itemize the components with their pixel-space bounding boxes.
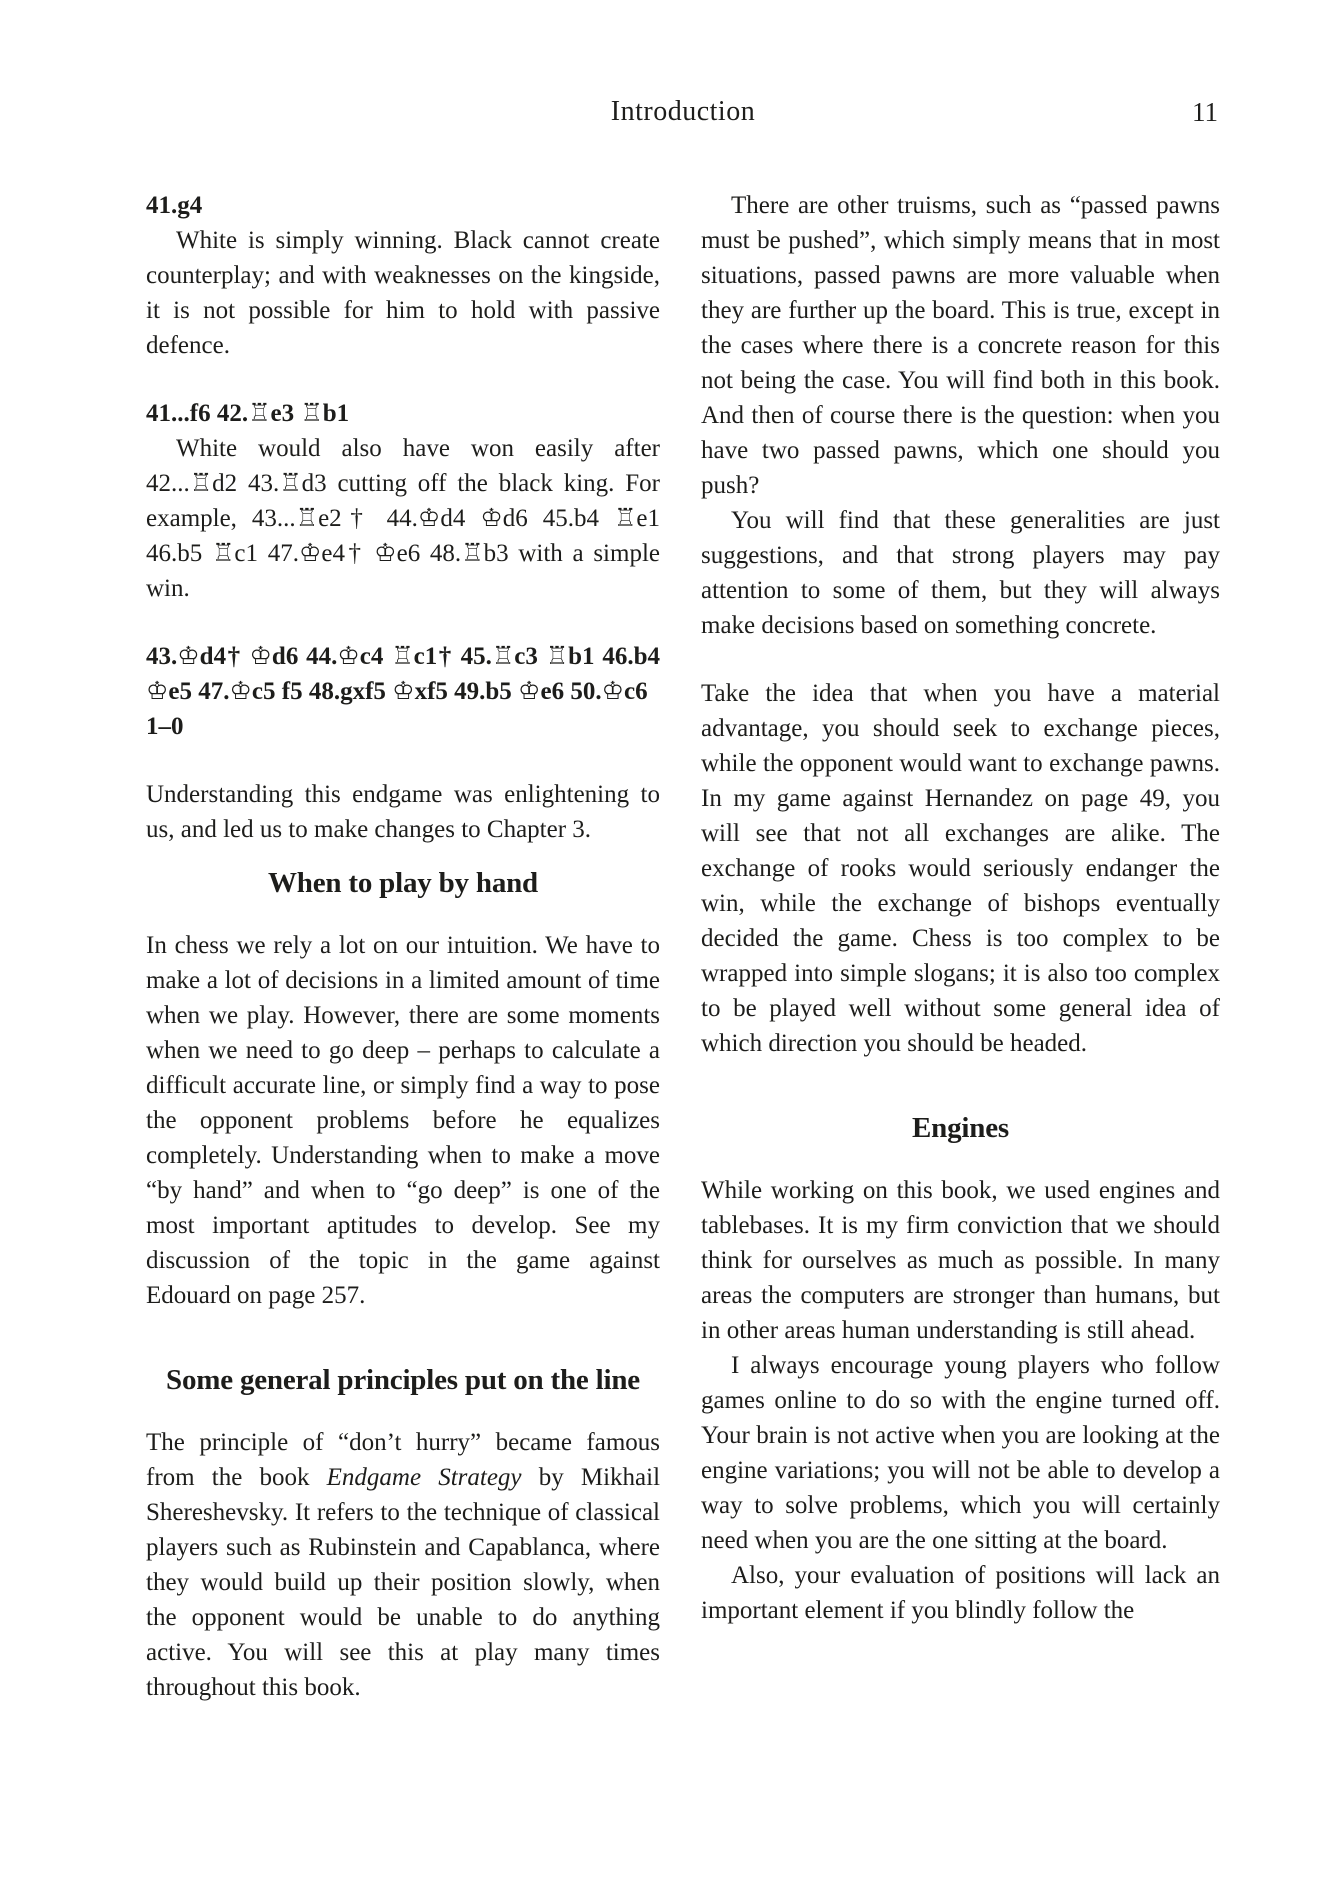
right-column bbox=[701, 188, 1220, 1705]
paragraph bbox=[701, 188, 1220, 503]
paragraph-text: Understanding this endgame was enlightening to us, and led us to make changes to Chapter 3. bbox=[146, 781, 660, 843]
paragraph-text: While working on this book, we used engines and tablebases. It is my firm conviction that we should think for ourselves as much as possible. In many areas the computers are stronger than humans, but in other areas human understanding is still ahead. bbox=[701, 1177, 1220, 1344]
paragraph-text: You will find that these generalities are just suggestions, and that strong players may pay attention to some of them, but they will always make decisions based on something concrete. bbox=[701, 507, 1220, 639]
page-number: 11 bbox=[1192, 97, 1218, 127]
paragraph-text: Also, your evaluation of positions will lack an important element if you blindly follow the bbox=[701, 1562, 1220, 1624]
section-heading: When to play by hand bbox=[268, 867, 538, 899]
left-column bbox=[146, 188, 660, 1705]
move-line: 43.♔d4† ♔d6 44.♔c4 ♖c1† 45.♖c3 ♖b1 46.b4 ♔e5 47.♔c5 f5 48.gxf5 ♔xf5 49.b5 ♔e6 50.♔c6 bbox=[146, 643, 660, 705]
paragraph bbox=[146, 431, 660, 606]
game-result: 1–0 bbox=[146, 713, 184, 740]
paragraph-text: I always encourage young players who follow games online to do so with the engine turned off. Your brain is not active when you are looking at the engine variations; you will not be able to develop a way to solve problems, which you will certainly need when you are the one sitting at the board. bbox=[701, 1352, 1220, 1554]
running-header bbox=[146, 96, 1220, 136]
move-line: 41...f6 42.♖e3 ♖b1 bbox=[146, 400, 350, 427]
paragraph bbox=[146, 777, 660, 847]
section-heading: Some general principles put on the line bbox=[166, 1364, 640, 1396]
two-column-text-block bbox=[146, 188, 1220, 1705]
paragraph bbox=[146, 223, 660, 363]
paragraph bbox=[701, 1173, 1220, 1348]
paragraph bbox=[146, 1425, 660, 1705]
move-line: 41.g4 bbox=[146, 192, 203, 219]
paragraph bbox=[701, 676, 1220, 1061]
paragraph bbox=[701, 1348, 1220, 1558]
paragraph-text: by Mikhail Shereshevsky. It refers to the technique of classical players such as Rubinstein and Capablanca, where they would build up their position slowly, when the opponent would be unable to do anything active. You will see this at play many times throughout this book. bbox=[146, 1464, 661, 1701]
paragraph-text: There are other truisms, such as “passed pawns must be pushed”, which simply means that in most situations, passed pawns are more valuable when they are further up the board. This is true, except in the cases where there is a concrete reason for this not being the case. You will find both in this book. And then of course there is the question: when you have two passed pawns, which one should you push? bbox=[701, 192, 1220, 499]
paragraph-text: White would also have won easily after 42...♖d2 43.♖d3 cutting off the black king. For example, 43...♖e2† 44.♔d4 ♔d6 45.b4 ♖e1 46.b5 ♖c1 47.♔e4† ♔e6 48.♖b3 with a simple win. bbox=[146, 435, 660, 602]
paragraph-text: White is simply winning. Black cannot create counterplay; and with weaknesses on the kingside, it is not possible for him to hold with passive defence. bbox=[146, 227, 660, 359]
paragraph-text: In chess we rely a lot on our intuition. We have to make a lot of decisions in a limited amount of time when we play. However, there are some moments when we need to go deep – perhaps to calculate a difficult accurate line, or simply find a way to pose the opponent problems before he equalizes completely. Understanding when to make a move “by hand” and when to “go deep” is one of the most important aptitudes to develop. See my discussion of the topic in the game against Edouard on page 257. bbox=[146, 932, 660, 1309]
paragraph bbox=[146, 928, 660, 1313]
paragraph-text: Take the idea that when you have a material advantage, you should seek to exchange pieces, while the opponent would want to exchange pawns. In my game against Hernandez on page 49, you will see that not all exchanges are alike. The exchange of rooks would seriously endanger the win, while the exchange of bishops eventually decided the game. Chess is too complex to be wrapped into simple slogans; it is also too complex to be played well without some general idea of which direction you should be headed. bbox=[701, 680, 1220, 1057]
paragraph-text: The principle of “don’t hurry” became famous from the book bbox=[146, 1429, 660, 1491]
book-title-italic: Endgame Strategy bbox=[326, 1464, 522, 1491]
running-head-title: Introduction bbox=[610, 96, 756, 127]
paragraph bbox=[701, 503, 1220, 643]
section-heading: Engines bbox=[912, 1112, 1009, 1144]
paragraph bbox=[701, 1558, 1220, 1628]
